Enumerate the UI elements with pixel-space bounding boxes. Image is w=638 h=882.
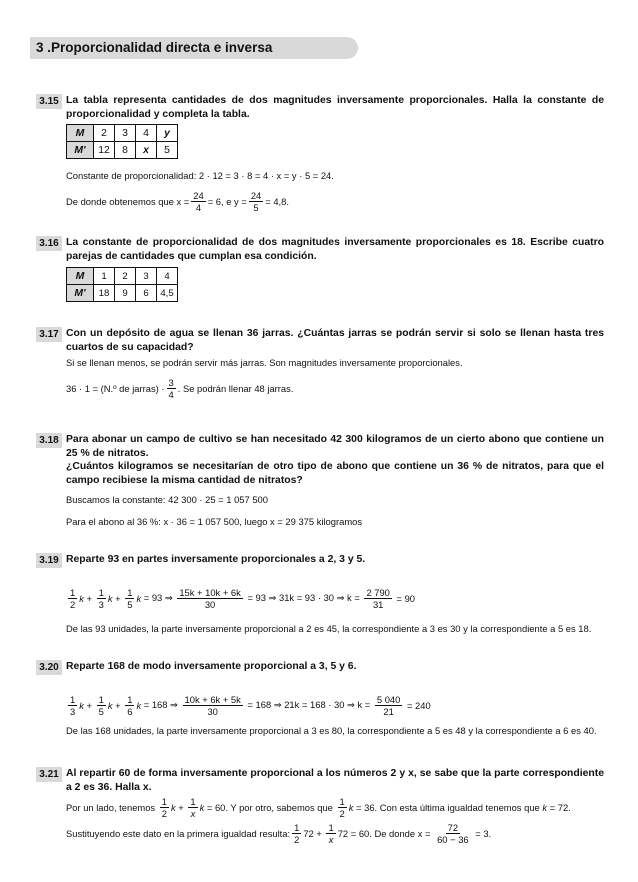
table-cell: 12 — [94, 142, 115, 159]
operator: + — [316, 827, 322, 839]
text-segment: = 90 — [396, 592, 416, 604]
table-cell: 4,5 — [157, 285, 178, 302]
numerator: 24 — [193, 189, 204, 201]
variable: k — [170, 801, 176, 813]
operator: + — [178, 801, 184, 813]
table-cell: 1 — [94, 268, 115, 285]
table-cell: M' — [67, 142, 94, 159]
table-row — [67, 268, 178, 285]
table-row — [67, 125, 178, 142]
fraction — [364, 587, 391, 610]
numerator: 1 — [328, 821, 334, 833]
fraction — [167, 377, 176, 400]
text-segment: = 93 ⇒ 31k = 93 · 30 ⇒ k = — [247, 592, 360, 603]
exercise-3-15-statement: La tabla representa cantidades de dos magnitudes inversamente proporcionales. Halla la constante de proporcionalidad y completa la tabla. — [66, 95, 604, 120]
denominator: 31 — [372, 598, 384, 610]
variable: k — [136, 592, 142, 604]
exercise-3-18-answer-line-2: Para el abono al 36 %: x · 36 = 1 057 500, luego x = 29 375 kilogramos — [66, 516, 363, 527]
text-segment: = 60. De donde x = — [350, 827, 431, 839]
denominator: 5 — [253, 201, 259, 213]
fraction — [97, 587, 106, 610]
text-segment: 36 · 1 = (N.º de jarras) · — [66, 382, 165, 394]
numerator: 3 — [168, 376, 174, 388]
table-cell: M — [67, 268, 94, 285]
text-segment: . Se podrán llenar 48 jarras. — [177, 382, 294, 394]
denominator: 3 — [98, 598, 104, 610]
fraction — [183, 694, 243, 717]
numerator: 72 — [447, 821, 459, 833]
numerator: 5 040 — [376, 693, 401, 705]
denominator: 2 — [161, 807, 167, 819]
exercise-3-18-answer-line-1: Buscamos la constante: 42 300 · 25 = 1 057 500 — [66, 494, 268, 505]
fraction — [188, 796, 197, 819]
exercise-3-21-statement: Al repartir 60 de forma inversamente proporcional a los números 2 y x, se sabe que la parte correspondiente a 2 es 36. Halla x. — [66, 768, 604, 793]
denominator: 2 — [339, 807, 345, 819]
fraction — [249, 190, 263, 213]
numerator: 1 — [70, 586, 76, 598]
denominator: 60 − 36 — [437, 833, 469, 845]
exercise-3-18-statement-2: ¿Cuántos kilogramos se necesitarían de otro tipo de abono que contiene un 36 % de nitratos, para que el campo recibiese la misma cantidad de nitratos? — [66, 461, 604, 486]
exercise-number-3-18: 3.18 — [36, 433, 62, 448]
numerator: 1 — [161, 795, 167, 807]
text-segment: = 93 ⇒ — [143, 592, 173, 603]
exercise-3-19-statement: Reparte 93 en partes inversamente proporcionales a 2, 3 y 5. — [66, 554, 366, 565]
table-row — [67, 285, 178, 302]
fraction — [68, 587, 77, 610]
table-cell: 8 — [115, 142, 136, 159]
table-cell: 5 — [157, 142, 178, 159]
variable: k — [107, 592, 113, 604]
fraction — [97, 694, 106, 717]
fraction — [338, 796, 347, 819]
denominator: 4 — [168, 388, 174, 400]
table-cell: M' — [67, 285, 94, 302]
numerator: 15k + 10k + 6k — [179, 586, 241, 598]
exercise-3-20-statement: Reparte 168 de modo inversamente proporcional a 3, 5 y 6. — [66, 661, 357, 672]
variable: k — [136, 699, 142, 711]
numerator: 1 — [127, 693, 133, 705]
numerator: 1 — [70, 693, 76, 705]
denominator: 30 — [204, 598, 216, 610]
variable: k — [542, 801, 548, 813]
numerator: 1 — [339, 795, 345, 807]
exercise-3-15-table — [66, 124, 178, 159]
exercise-number-3-16: 3.16 — [36, 236, 62, 251]
table-cell: 3 — [136, 268, 157, 285]
exercise-3-19-equation — [66, 583, 415, 613]
denominator: 5 — [98, 705, 104, 717]
fraction — [160, 796, 169, 819]
variable: k — [107, 699, 113, 711]
denominator: 30 — [207, 705, 218, 717]
exercise-number-3-15: 3.15 — [36, 94, 62, 109]
fraction — [326, 822, 335, 845]
number: 72 — [303, 827, 314, 839]
denominator: 21 — [383, 705, 394, 717]
exercise-3-16-statement: La constante de proporcionalidad de dos magnitudes inversamente proporcionales es 18. Escribe cuatro parejas de cantidades que cumplan esa condición. — [66, 237, 604, 262]
exercise-number-3-17: 3.17 — [36, 327, 62, 342]
fraction — [125, 587, 134, 610]
fraction — [125, 694, 134, 717]
denominator: 6 — [127, 705, 133, 717]
text-segment: = 168 ⇒ — [143, 699, 178, 710]
denominator: x — [328, 833, 334, 845]
exercise-3-17-statement: Con un depósito de agua se llenan 36 jarras. ¿Cuántas jarras se podrán servir si solo se llenan hasta tres cuartos de su capacidad? — [66, 328, 604, 353]
text-segment: = 72. — [549, 801, 571, 813]
text-segment: = 6, e y = — [207, 195, 247, 207]
text-segment: = 3. — [475, 827, 492, 839]
variable: k — [348, 801, 354, 813]
fraction — [177, 587, 243, 610]
number: 72 — [337, 827, 349, 839]
table-cell: 6 — [136, 285, 157, 302]
text-segment: = 4,8. — [265, 195, 289, 207]
table-cell: 4 — [157, 268, 178, 285]
table-cell: y — [157, 125, 178, 142]
fraction — [435, 822, 471, 845]
denominator: 5 — [127, 598, 133, 610]
operator: + — [86, 699, 92, 711]
text-segment: = 240 — [406, 699, 431, 711]
numerator: 24 — [250, 189, 262, 201]
table-cell: 4 — [136, 125, 157, 142]
exercise-3-15-answer-line-2 — [66, 186, 289, 216]
exercise-3-16-table — [66, 267, 178, 302]
fraction — [191, 190, 205, 213]
variable: k — [79, 699, 84, 711]
exercise-number-3-19: 3.19 — [36, 553, 62, 568]
numerator: 10k + 6k + 5k — [184, 693, 241, 705]
exercise-3-21-answer-line-2 — [66, 818, 491, 848]
operator: + — [115, 699, 121, 711]
variable: k — [199, 801, 205, 813]
table-cell: M — [67, 125, 94, 142]
text-segment: Por un lado, tenemos — [66, 801, 156, 813]
exercise-3-17-answer-line-1: Si se llenan menos, se podrán servir más jarras. Son magnitudes inversamente proporcionales. — [66, 357, 463, 368]
exercise-3-15-answer-line-1: Constante de proporcionalidad: 2 · 12 = 3 · 8 = 4 · x = y · 5 = 24. — [66, 170, 334, 181]
exercise-3-19-answer: De las 93 unidades, la parte inversamente proporcional a 2 es 45, la correspondiente a 3 es 30 y la correspondiente a 5 es 18. — [66, 623, 592, 634]
text-segment: = 36. Con esta última igualdad tenemos que — [356, 801, 540, 813]
exercise-3-20-equation — [66, 690, 431, 720]
denominator: 4 — [195, 201, 202, 213]
denominator: 3 — [70, 705, 76, 717]
text-segment: De donde obtenemos que x = — [66, 195, 190, 207]
chapter-header — [30, 37, 358, 59]
table-cell: 2 — [115, 268, 136, 285]
variable: k — [79, 592, 84, 604]
exercise-3-20-answer: De las 168 unidades, la parte inversamente proporcional a 3 es 80, la correspondiente a 5 es 48 y la correspondiente a 6 es 40. — [66, 725, 597, 736]
exercise-3-17-answer-line-2 — [66, 373, 293, 403]
numerator: 1 — [127, 586, 133, 598]
table-cell: 9 — [115, 285, 136, 302]
numerator: 1 — [190, 795, 196, 807]
exercise-number-3-21: 3.21 — [36, 767, 62, 782]
fraction — [292, 822, 301, 845]
chapter-title: 3 .Proporcionalidad directa e inversa — [36, 40, 273, 55]
text-segment: = 168 ⇒ 21k = 168 · 30 ⇒ k = — [247, 699, 371, 710]
text-segment: = 60. Y por otro, sabemos que — [206, 801, 333, 813]
table-row — [67, 142, 178, 159]
numerator: 1 — [98, 586, 104, 598]
denominator: 2 — [294, 833, 300, 845]
table-cell: 2 — [94, 125, 115, 142]
numerator: 2 790 — [366, 586, 390, 598]
operator: + — [115, 592, 121, 604]
table-cell: 3 — [115, 125, 136, 142]
fraction — [68, 694, 77, 717]
text-segment: Sustituyendo este dato en la primera igualdad resulta: — [66, 827, 291, 839]
denominator: x — [190, 807, 196, 819]
exercise-number-3-20: 3.20 — [36, 660, 62, 675]
numerator: 1 — [98, 693, 104, 705]
numerator: 1 — [294, 821, 300, 833]
fraction — [375, 694, 402, 717]
operator: + — [86, 592, 92, 604]
exercise-3-18-statement-1: Para abonar un campo de cultivo se han necesitado 42 300 kilogramos de un cierto abono que contiene un 25 % de nitratos. — [66, 434, 604, 459]
table-cell: x — [136, 142, 157, 159]
denominator: 2 — [70, 598, 76, 610]
table-cell: 18 — [94, 285, 115, 302]
